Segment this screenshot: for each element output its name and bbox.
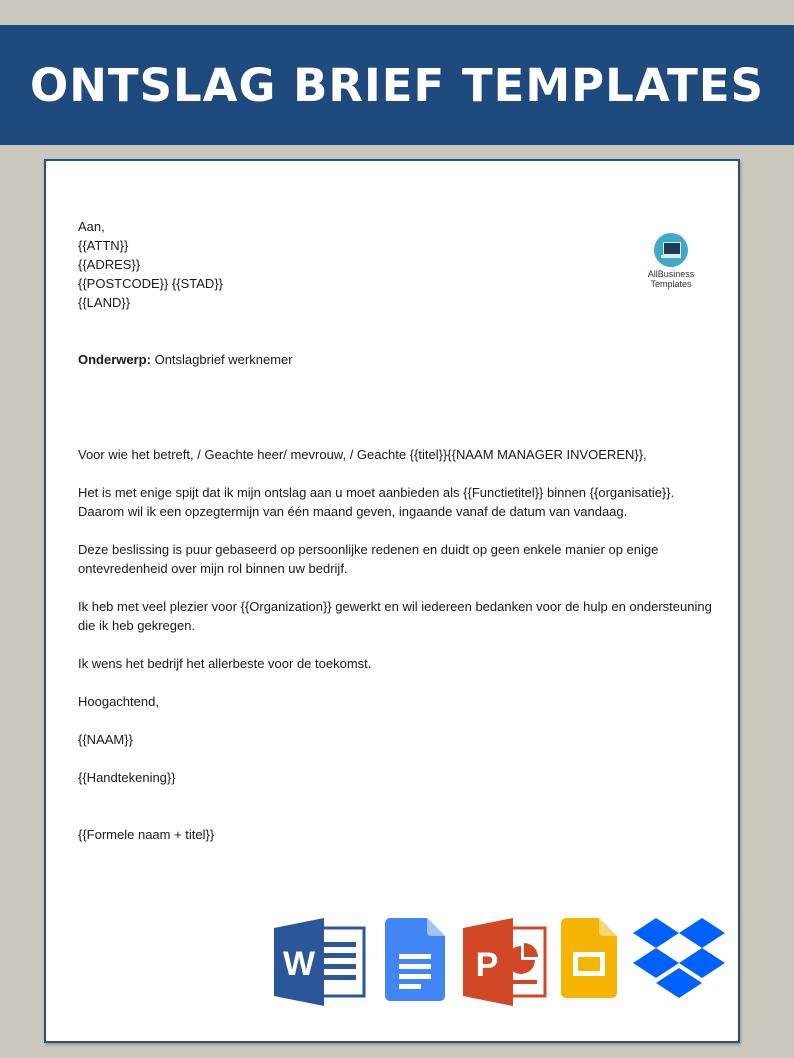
address-line: Aan, <box>78 219 105 234</box>
powerpoint-icon[interactable] <box>463 918 549 1006</box>
address-line: {{ATTN}} <box>78 238 129 253</box>
paragraph-line: Ik wens het bedrijf het allerbeste voor de toekomst. <box>78 656 372 671</box>
salutation: Voor wie het betreft, / Geachte heer/ mevrouw, / Geachte {{titel}}{{NAAM MANAGER INVOEREN}}, <box>78 447 647 462</box>
document-page <box>44 159 740 1043</box>
paragraph-line: die ik heb gekregen. <box>78 618 196 633</box>
subject-line <box>78 350 718 369</box>
google-docs-icon[interactable] <box>385 918 445 1002</box>
closing: Hoogachtend, <box>78 694 159 709</box>
paragraph-line: Het is met enige spijt dat ik mijn ontslag aan u moet aanbieden als {{Functietitel}} binnen {{organisatie}}. <box>78 485 675 500</box>
address-block <box>78 217 718 312</box>
page-title: ONTSLAG BRIEF TEMPLATES <box>29 58 764 112</box>
subject-label: Onderwerp: <box>78 352 151 367</box>
address-line: {{POSTCODE}} {{STAD}} <box>78 276 224 291</box>
svg-text:P: P <box>475 946 499 984</box>
logo-line2: Templates <box>650 279 692 289</box>
subject-text: Ontslagbrief werknemer <box>150 352 293 367</box>
signature-placeholder: {{Handtekening}} <box>78 770 176 785</box>
dropbox-icon[interactable] <box>632 918 726 1006</box>
paragraph-line: ontevredenheid over mijn rol binnen uw bedrijf. <box>78 561 348 576</box>
address-line: {{ADRES}} <box>78 257 141 272</box>
paragraph-line: Daarom wil ik een opzegtermijn van één maand geven, ingaande vanaf de datum van vandaag. <box>78 504 628 519</box>
paragraph-line: Ik heb met veel plezier voor {{Organization}} gewerkt en wil iedereen bedanken voor de hulp en ondersteuning <box>78 599 712 614</box>
formal-name-placeholder: {{Formele naam + titel}} <box>78 827 215 842</box>
paragraph-line: Deze beslissing is puur gebaseerd op persoonlijke redenen en duidt op geen enkele manier op enige <box>78 542 659 557</box>
logo-line1: AllBusiness <box>647 269 695 279</box>
name-placeholder: {{NAAM}} <box>78 732 133 747</box>
word-icon[interactable] <box>274 918 368 1006</box>
svg-text:W: W <box>282 945 316 983</box>
app-icons-row <box>0 918 794 1008</box>
header-banner <box>0 25 794 145</box>
google-slides-icon[interactable] <box>561 918 617 998</box>
letter-body <box>78 217 718 844</box>
address-line: {{LAND}} <box>78 295 131 310</box>
